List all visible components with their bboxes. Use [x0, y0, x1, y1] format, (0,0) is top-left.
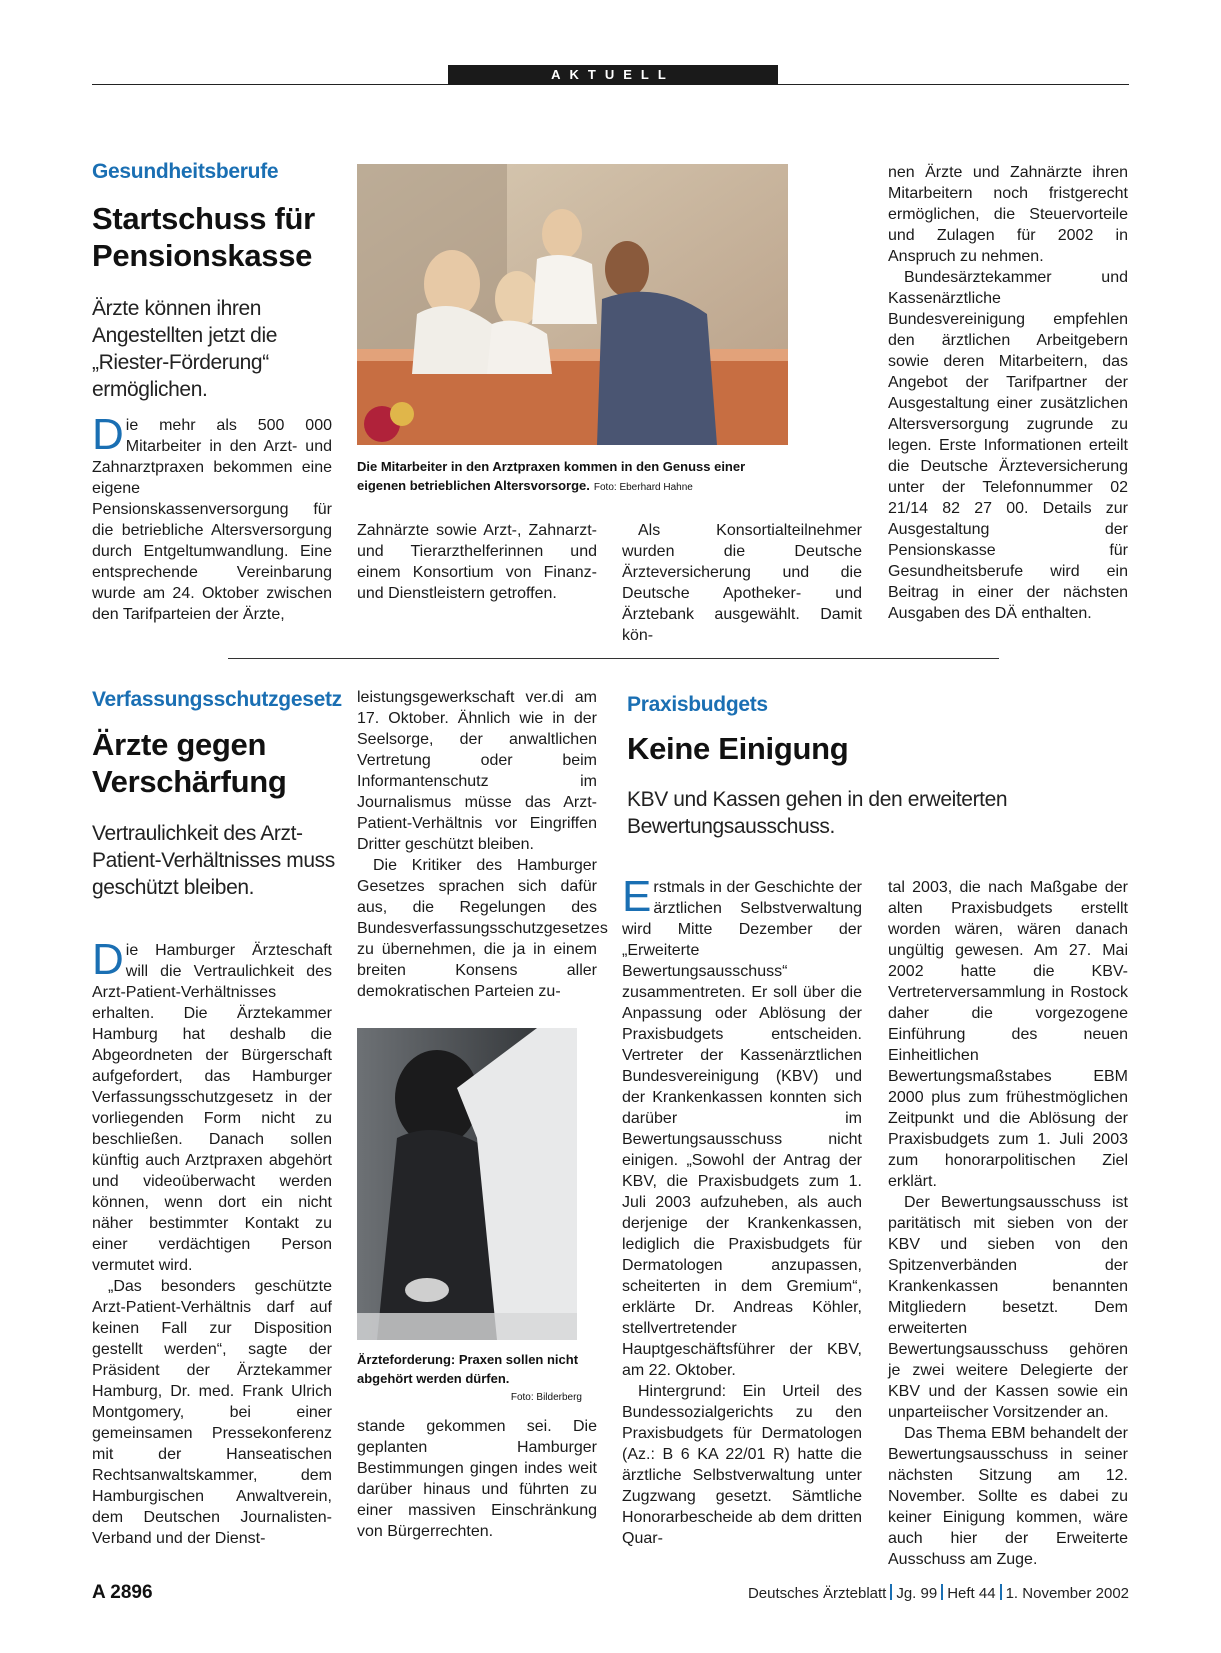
- article2-kicker: Verfassungsschutzgesetz: [92, 688, 342, 711]
- footer-citation: [748, 1584, 1129, 1602]
- article1-caption-text: Die Mitarbeiter in den Arztpraxen kommen in den Genuss einer eigenen betrieblichen Altersvorsorge.: [357, 459, 746, 493]
- footer-separator: [890, 1584, 892, 1600]
- article1-kicker: Gesundheitsberufe: [92, 160, 279, 183]
- photo-reception: [357, 164, 788, 445]
- article3-col2-p3: Das Thema EBM behandelt der Bewertungsausschuss in seiner nächsten Sitzung am 12. November. Sollte es dabei zu keiner Einigung kommen, wäre auch hier der Erweiterte Ausschuss am Zuge.: [888, 1425, 1128, 1568]
- article1-col4-p1: nen Ärzte und Zahnärzte ihren Mitarbeitern noch fristgerecht ermöglichen, die Steuervorteile und Zulagen für 2002 in Anspruch zu nehmen.: [888, 164, 1128, 265]
- article3-col2-p1: tal 2003, die nach Maßgabe der alten Praxisbudgets erstellt worden wären, wären danach ungültig gewesen. Am 27. Mai 2002 hatte die KBV-Vertreterversammlung in Rostock daher die vorgezogene Einführung des neuen Einheitlichen Bewertungsmaßstabes EBM 2000 plus zum frühestmöglichen Zeitpunkt und die Ablösung der Praxisbudgets zum 1. Juli 2003 zum honorarpolitischen Ziel erklärt.: [888, 879, 1128, 1190]
- page-number: A 2896: [92, 1582, 153, 1603]
- photo-reception-image: [357, 164, 788, 445]
- article3-col2: [888, 877, 1128, 1570]
- article2-col2-continued: [357, 1416, 597, 1542]
- article-divider: [228, 658, 999, 659]
- article2-col2-p2: Die Kritiker des Hamburger Gesetzes sprachen sich dafür aus, die Regelungen des Bundesverfassungsschutzgesetzes zu übernehmen, die ja in einem breiten Konsens aller demokratischen Parteien zu-: [357, 857, 608, 1000]
- article3-col1-p1: rstmals in der Geschichte der ärztlichen Selbstverwaltung wird Mitte Dezember der „Erweiterte Bewertungsausschuss“ zusammentreten. Er soll über die Anpassung oder Ablösung der Praxisbudgets entscheiden. Vertreter der Kassenärztlichen Bundesvereinigung (KBV) und der Krankenkassen konnten sich darüber im Bewertungsausschuss nicht einigen. „Sowohl der Antrag der KBV, die Praxisbudgets zum 1. Juli 2003 aufzuheben, als auch derjenige der Krankenkassen, lediglich die Praxisbudgets für Dermatologen anzupassen, scheiterten in dem Gremium“, erklärte Dr. Andreas Köhler, stellvertretender Hauptgeschäftsführer der KBV, am 22. Oktober.: [622, 879, 862, 1379]
- photo-headset: [357, 1028, 577, 1340]
- article1-dropcap: D: [92, 410, 124, 459]
- footer-date: 1. November 2002: [1005, 1585, 1129, 1602]
- article2-col1-p2: „Das besonders geschützte Arzt-Patient-Verhältnis darf auf keinen Fall zur Disposition gestellt werden“, sagte der Präsident der Ärztekammer Hamburg, Dr. med. Frank Ulrich Montgomery, bei einer gemeinsamen Pressekonferenz mit der Hanseatischen Rechtsanwaltskammer, dem Hamburgischen Anwaltverein, dem Deutschen Journalisten-Verband und der Dienst-: [92, 1278, 332, 1547]
- article1-col1: [92, 410, 332, 625]
- footer-separator: [1000, 1584, 1002, 1600]
- article3-dropcap: E: [622, 872, 652, 921]
- article1-col3-text: Als Konsortialteilnehmer wurden die Deutsche Ärzteversicherung und die Deutsche Apotheker- und Ärztebank ausgewählt. Damit kön-: [622, 522, 862, 644]
- article1-col3: [622, 520, 862, 646]
- article2-col2-p3: stande gekommen sei. Die geplanten Hamburger Bestimmungen gingen indes weit darüber hinaus und führten zu einer massiven Einschränkung von Bürgerrechten.: [357, 1418, 597, 1540]
- article2-caption-text: Ärzteforderung: Praxen sollen nicht abgehört werden dürfen.: [357, 1352, 579, 1386]
- article3-headline: Keine Einigung: [627, 731, 849, 766]
- article2-col2: [357, 687, 608, 1002]
- article2-col1: [92, 935, 332, 1549]
- article1-headline: Startschuss für Pensionskasse: [92, 201, 315, 273]
- article1-col4-p2: Bundesärztekammer und Kassenärztliche Bundesvereinigung empfehlen den ärztlichen Arbeitgebern sowie deren Mitarbeitern, das Angebot der Tarifpartner der Ausgestaltung einer zusätzlichen Altersversorgung zugrunde zu legen. Erste Informationen erteilt die Deutsche Ärzteversicherung unter der Telefonnummer 02 21/14 82 27 00. Details zur Ausgestaltung der Pensionskasse für Gesundheitsberufe wird ein Beitrag in einer der nächsten Ausgaben des DÄ enthalten.: [888, 269, 1128, 622]
- footer-volume: Jg. 99: [896, 1585, 938, 1602]
- article2-deck: Vertraulichkeit des Arzt-Patient-Verhältnisses muss geschützt bleiben.: [92, 822, 335, 899]
- article2-col2-p1: leistungsgewerkschaft ver.di am 17. Oktober. Ähnlich wie in der Seelsorge, der anwaltlichen Vertretung oder beim Informantenschutz im Journalismus müsse das Arzt-Patient-Verhältnis vor Eingriffen Dritter geschützt bleiben.: [357, 689, 597, 853]
- article3-col2-p2: Der Bewertungsausschuss ist paritätisch mit sieben von der KBV und sieben von den Spitzenverbänden der Krankenkassen benannten Mitgliedern besetzt. Dem erweiterten Bewertungsausschuss gehören je zwei weitere Delegierte der KBV und der Kassen sowie ein unparteiischer Vorsitzender an.: [888, 1194, 1128, 1421]
- footer-separator: [941, 1584, 943, 1600]
- article1-col4: [888, 162, 1128, 624]
- article3-col1-p2: Hintergrund: Ein Urteil des Bundessozialgerichts zu den Praxisbudgets für Dermatologen (Az.: B 6 KA 22/01 R) hatte die ärztliche Selbstverwaltung unter Zugzwang gesetzt. Sämtliche Honorarbescheide ab dem dritten Quar-: [622, 1383, 862, 1547]
- footer-journal: Deutsches Ärzteblatt: [747, 1585, 887, 1602]
- article1-caption: [357, 457, 797, 497]
- article2-dropcap: D: [92, 935, 124, 984]
- article1-col2-text: Zahnärzte sowie Arzt-, Zahnarzt- und Tierarzthelferinnen und einem Konsortium von Finanz- und Dienstleistern getroffen.: [357, 522, 597, 602]
- article1-deck: Ärzte können ihren Angestellten jetzt die „Riester-Förderung“ ermöglichen.: [92, 297, 277, 401]
- photo-headset-image: [357, 1028, 577, 1340]
- article2-headline: Ärzte gegen Verschärfung: [92, 727, 287, 799]
- article1-photo-credit: Foto: Eberhard Hahne: [593, 482, 693, 493]
- article3-kicker: Praxisbudgets: [627, 693, 768, 716]
- article3-deck: KBV und Kassen gehen in den erweiterten Bewertungsausschuss.: [627, 788, 1008, 838]
- article2-col1-p1: ie Hamburger Ärzteschaft will die Vertraulichkeit des Arzt-Patient-Verhältnisses erhalten. Die Ärztekammer Hamburg hat deshalb die Abgeordneten der Bürgerschaft aufgefordert, das Hamburger Verfassungsschutzgesetz in der vorliegenden Form nicht zu beschließen. Danach sollen künftig auch Arztpraxen abgehört und videoüberwacht werden können, wenn dort ein nicht näher bestimmter Kontakt zu einer verdächtigen Person vermutet wird.: [92, 942, 332, 1274]
- article3-col1: [622, 872, 862, 1549]
- article2-photo-credit: Foto: Bilderberg: [510, 1392, 582, 1403]
- article1-col2: [357, 520, 597, 604]
- section-label: AKTUELL: [448, 65, 778, 85]
- article2-caption: [357, 1350, 582, 1407]
- footer-issue: Heft 44: [947, 1585, 996, 1602]
- article1-col1-text: ie mehr als 500 000 Mitarbeiter in den Arzt- und Zahnarztpraxen bekommen eine eigene Pensionskassenversorgung für die betriebliche Altersversorgung durch Entgeltumwandlung. Eine entsprechende Vereinbarung wurde am 24. Oktober zwischen den Tarifparteien der Ärzte,: [92, 417, 332, 623]
